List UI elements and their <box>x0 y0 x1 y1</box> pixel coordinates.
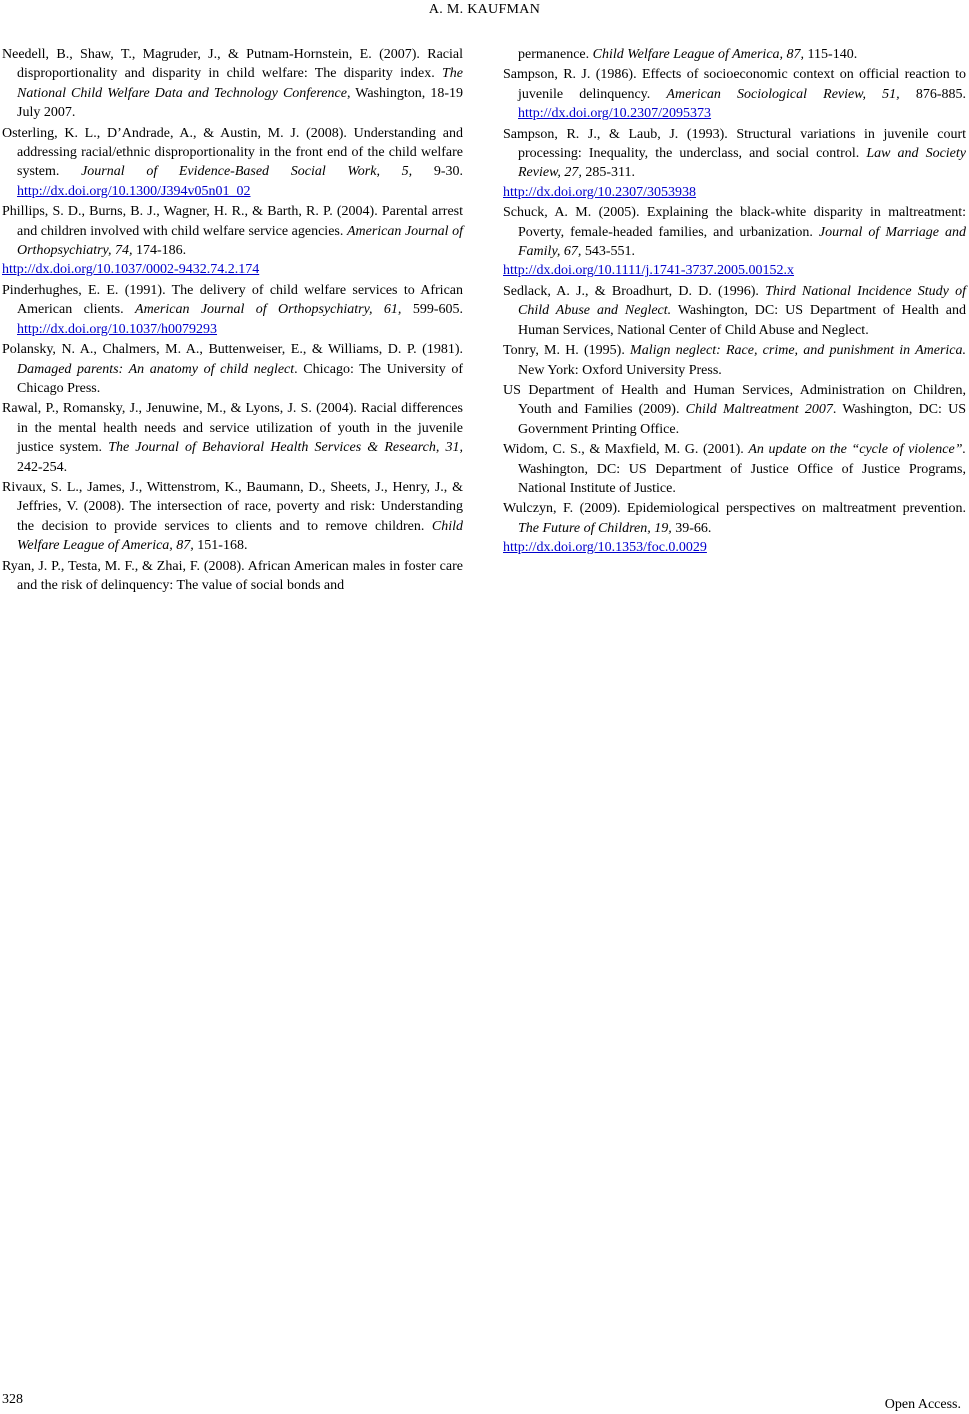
reference-text: Polansky, N. A., Chalmers, M. A., Buttenweiser, E., & Williams, D. P. (1981). <box>2 342 463 358</box>
reference-source-title: American Journal of Orthopsychiatry, 61, <box>135 302 402 318</box>
doi-link[interactable]: http://dx.doi.org/10.1353/foc.0.0029 <box>503 540 707 556</box>
reference-text: 285-311. <box>581 165 636 181</box>
reference-source-title: American Journal of Orthopsychiatry, 74, <box>17 223 463 259</box>
reference-entry <box>503 341 966 380</box>
reference-text: Phillips, S. D., Burns, B. J., Wagner, H. R., & Barth, R. P. (2004). Parental arrest and children involved with child welfare service agencies. <box>2 204 463 239</box>
reference-entry <box>2 399 463 477</box>
reference-text: Schuck, A. M. (2005). Explaining the black-white disparity in maltreatment: Poverty, female-headed families, and urbanization. <box>503 205 966 240</box>
reference-entry <box>503 381 966 439</box>
reference-entry <box>503 203 966 281</box>
doi-link[interactable]: http://dx.doi.org/10.2307/3053938 <box>503 184 697 200</box>
references-right-column <box>503 45 966 559</box>
page-number: 328 <box>2 1392 23 1407</box>
reference-text: Washington, DC: US Department of Justice Office of Justice Programs, National Institute of Justice. <box>518 461 966 496</box>
reference-entry <box>2 557 463 596</box>
references-left-column <box>2 45 463 596</box>
reference-source-title: Child Welfare League of America, 87, <box>17 518 463 554</box>
reference-entry <box>2 202 463 280</box>
doi-link[interactable]: http://dx.doi.org/10.1300/J394v05n01_02 <box>17 183 251 199</box>
reference-text: 174-186. <box>132 243 187 259</box>
reference-entry <box>2 478 463 556</box>
doi-link[interactable]: http://dx.doi.org/10.2307/2095373 <box>518 106 712 122</box>
reference-source-title: Third National Incidence Study of Child Abuse and Neglect. <box>518 283 966 319</box>
reference-text: permanence. <box>518 47 593 62</box>
reference-text: Widom, C. S., & Maxfield, M. G. (2001). <box>503 442 749 458</box>
reference-source-title: Child Maltreatment 2007 <box>685 402 833 418</box>
reference-text: 9-30. <box>412 164 463 180</box>
doi-link[interactable]: http://dx.doi.org/10.1111/j.1741-3737.2005.00152.x <box>503 263 795 279</box>
reference-text: 115-140. <box>804 47 858 62</box>
reference-text: Osterling, K. L., D’Andrade, A., & Austin, M. J. (2008). Understanding and addressing racial/ethnic disproportionality in the front end of the child welfare system. <box>2 125 463 180</box>
reference-entry <box>503 65 966 123</box>
reference-entry <box>2 124 463 202</box>
reference-entry <box>503 440 966 498</box>
reference-source-title: Journal of Evidence-Based Social Work, 5, <box>81 164 413 180</box>
doi-link[interactable]: http://dx.doi.org/10.1037/0002-9432.74.2.174 <box>2 262 260 278</box>
reference-text: 876-885. <box>899 86 967 102</box>
reference-entry <box>503 125 966 203</box>
reference-entry <box>2 340 463 398</box>
reference-source-title: American Sociological Review, 51, <box>666 86 900 102</box>
reference-text: Sampson, R. J. (1986). Effects of socioeconomic context on official reaction to juvenile delinquency. <box>503 67 966 102</box>
reference-source-title: The Future of Children, 19, <box>518 520 672 536</box>
running-head: A. M. KAUFMAN <box>428 2 541 17</box>
reference-text: Washington, DC: US Department of Health and Human Services, National Center of Child Abuse and Neglect. <box>518 303 966 338</box>
reference-text: Sedlack, A. J., & Broadhurt, D. D. (1996). <box>503 283 766 299</box>
reference-source-title: Law and Society Review, 27, <box>518 146 966 181</box>
reference-text: Tonry, M. H. (1995). <box>503 343 631 359</box>
reference-text: 242-254. <box>17 459 68 475</box>
reference-text: Needell, B., Shaw, T., Magruder, J., & Putnam-Hornstein, E. (2007). Racial disproportionality and disparity in child welfare: The disparity index. <box>2 47 463 82</box>
reference-text: Sampson, R. J., & Laub, J. (1993). Structural variations in juvenile court processing: Inequality, the underclass, and social control. <box>503 126 966 162</box>
reference-source-title: The National Child Welfare Data and Technology Conference <box>17 66 463 101</box>
reference-entry <box>503 282 966 340</box>
reference-text: New York: Oxford University Press. <box>518 362 722 378</box>
reference-text: Rivaux, S. L., James, J., Wittenstrom, K., Baumann, D., Sheets, J., Henry, J., & Jeffries, V. (2008). The intersection of race, poverty and risk: Understanding the decision to provide services to clients and to remove children. <box>2 479 463 534</box>
reference-text: 39-66. <box>671 520 712 536</box>
reference-source-title: Malign neglect: Race, crime, and punishment in America. <box>630 343 966 359</box>
reference-text: . Chicago: The University of Chicago Press. <box>17 361 463 396</box>
doi-link[interactable]: http://dx.doi.org/10.1037/h0079293 <box>17 321 218 337</box>
reference-text: Rawal, P., Romansky, J., Jenuwine, M., & Lyons, J. S. (2004). Racial differences in the mental health needs and service utilization of youth in the juvenile justice system. <box>2 401 463 456</box>
reference-entry <box>2 45 463 123</box>
reference-source-title: The Journal of Behavioral Health Services & Research, 31, <box>108 440 464 456</box>
reference-text: 543-551. <box>581 244 636 260</box>
reference-source-title: An update on the “cycle of violence”. <box>748 442 966 458</box>
reference-entry <box>2 281 463 339</box>
reference-source-title: Journal of Marriage and Family, 67, <box>518 224 967 260</box>
reference-text: , Washington, 18-19 July 2007. <box>17 85 463 121</box>
reference-text: . Washington, DC: US Government Printing Office. <box>518 402 967 437</box>
reference-entry <box>503 499 966 557</box>
reference-text: Ryan, J. P., Testa, M. F., & Zhai, F. (2008). African American males in foster care and the risk of delinquency: The value of social bonds and <box>2 558 463 593</box>
reference-text: 151-168. <box>193 538 248 554</box>
reference-text: US Department of Health and Human Services, Administration on Children, Youth and Families (2009). <box>503 382 966 418</box>
reference-continuation <box>503 45 966 64</box>
reference-source-title: Child Welfare League of America, 87, <box>592 47 805 62</box>
reference-text: Pinderhughes, E. E. (1991). The delivery of child welfare services to African American clients. <box>2 282 463 318</box>
open-access-label: Open Access. <box>884 1397 961 1412</box>
reference-source-title: Damaged parents: An anatomy of child neglect <box>17 361 295 377</box>
reference-text: 599-605. <box>401 302 463 318</box>
reference-text: Wulczyn, F. (2009). Epidemiological perspectives on maltreatment prevention. <box>503 501 966 517</box>
